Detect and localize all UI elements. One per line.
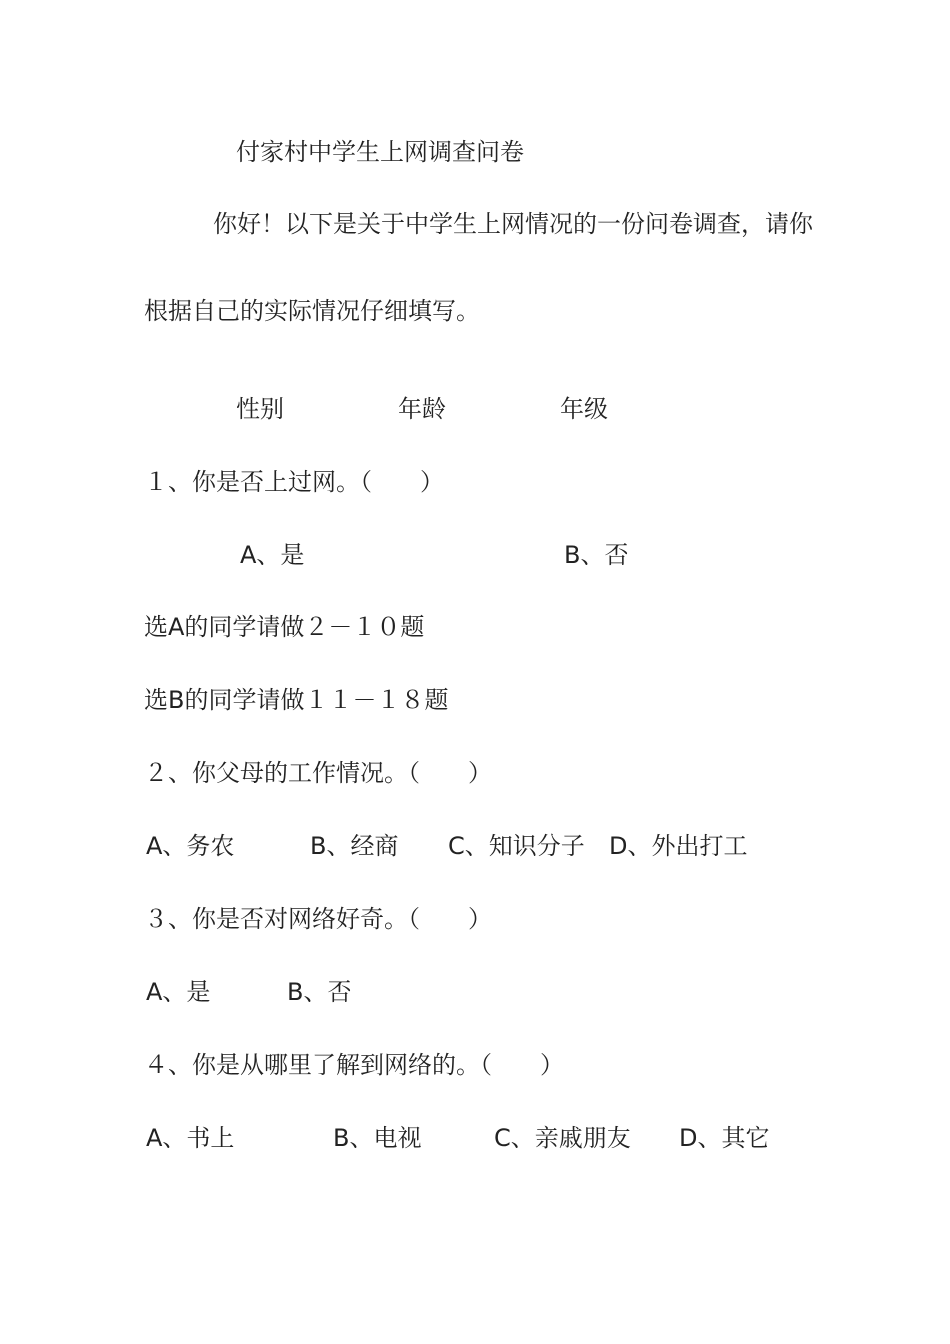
gender-field-label: 性别	[236, 395, 284, 423]
question-2-option-b: B、经商	[310, 832, 399, 860]
question-4: ４、你是从哪里了解到网络的。（ ）	[144, 1051, 564, 1079]
question-3-option-b: B、否	[287, 978, 352, 1006]
question-4-option-a: A、书上	[146, 1124, 235, 1152]
grade-field-label: 年级	[560, 395, 608, 423]
instruction-choose-a: 选A的同学请做２－１０题	[144, 613, 425, 641]
question-4-option-d: D、其它	[679, 1124, 770, 1152]
instruction-choose-b: 选B的同学请做１１－１８题	[144, 686, 449, 714]
question-2-option-d: D、外出打工	[609, 832, 748, 860]
intro-line-1: 你好！以下是关于中学生上网情况的一份问卷调查，请你	[213, 210, 813, 238]
page-title: 付家村中学生上网调查问卷	[236, 138, 524, 166]
question-1: １、你是否上过网。（ ）	[144, 468, 444, 496]
question-4-option-c: C、亲戚朋友	[494, 1124, 631, 1152]
intro-line-2: 根据自己的实际情况仔细填写。	[144, 297, 480, 325]
age-field-label: 年龄	[398, 395, 446, 423]
question-2: ２、你父母的工作情况。（ ）	[144, 759, 492, 787]
question-1-option-a: A、是	[240, 541, 305, 569]
question-3-option-a: A、是	[146, 978, 211, 1006]
question-2-option-c: C、知识分子	[448, 832, 585, 860]
question-1-option-b: B、否	[564, 541, 629, 569]
question-3: ３、你是否对网络好奇。（ ）	[144, 905, 492, 933]
question-2-option-a: A、务农	[146, 832, 235, 860]
question-4-option-b: B、电视	[333, 1124, 422, 1152]
